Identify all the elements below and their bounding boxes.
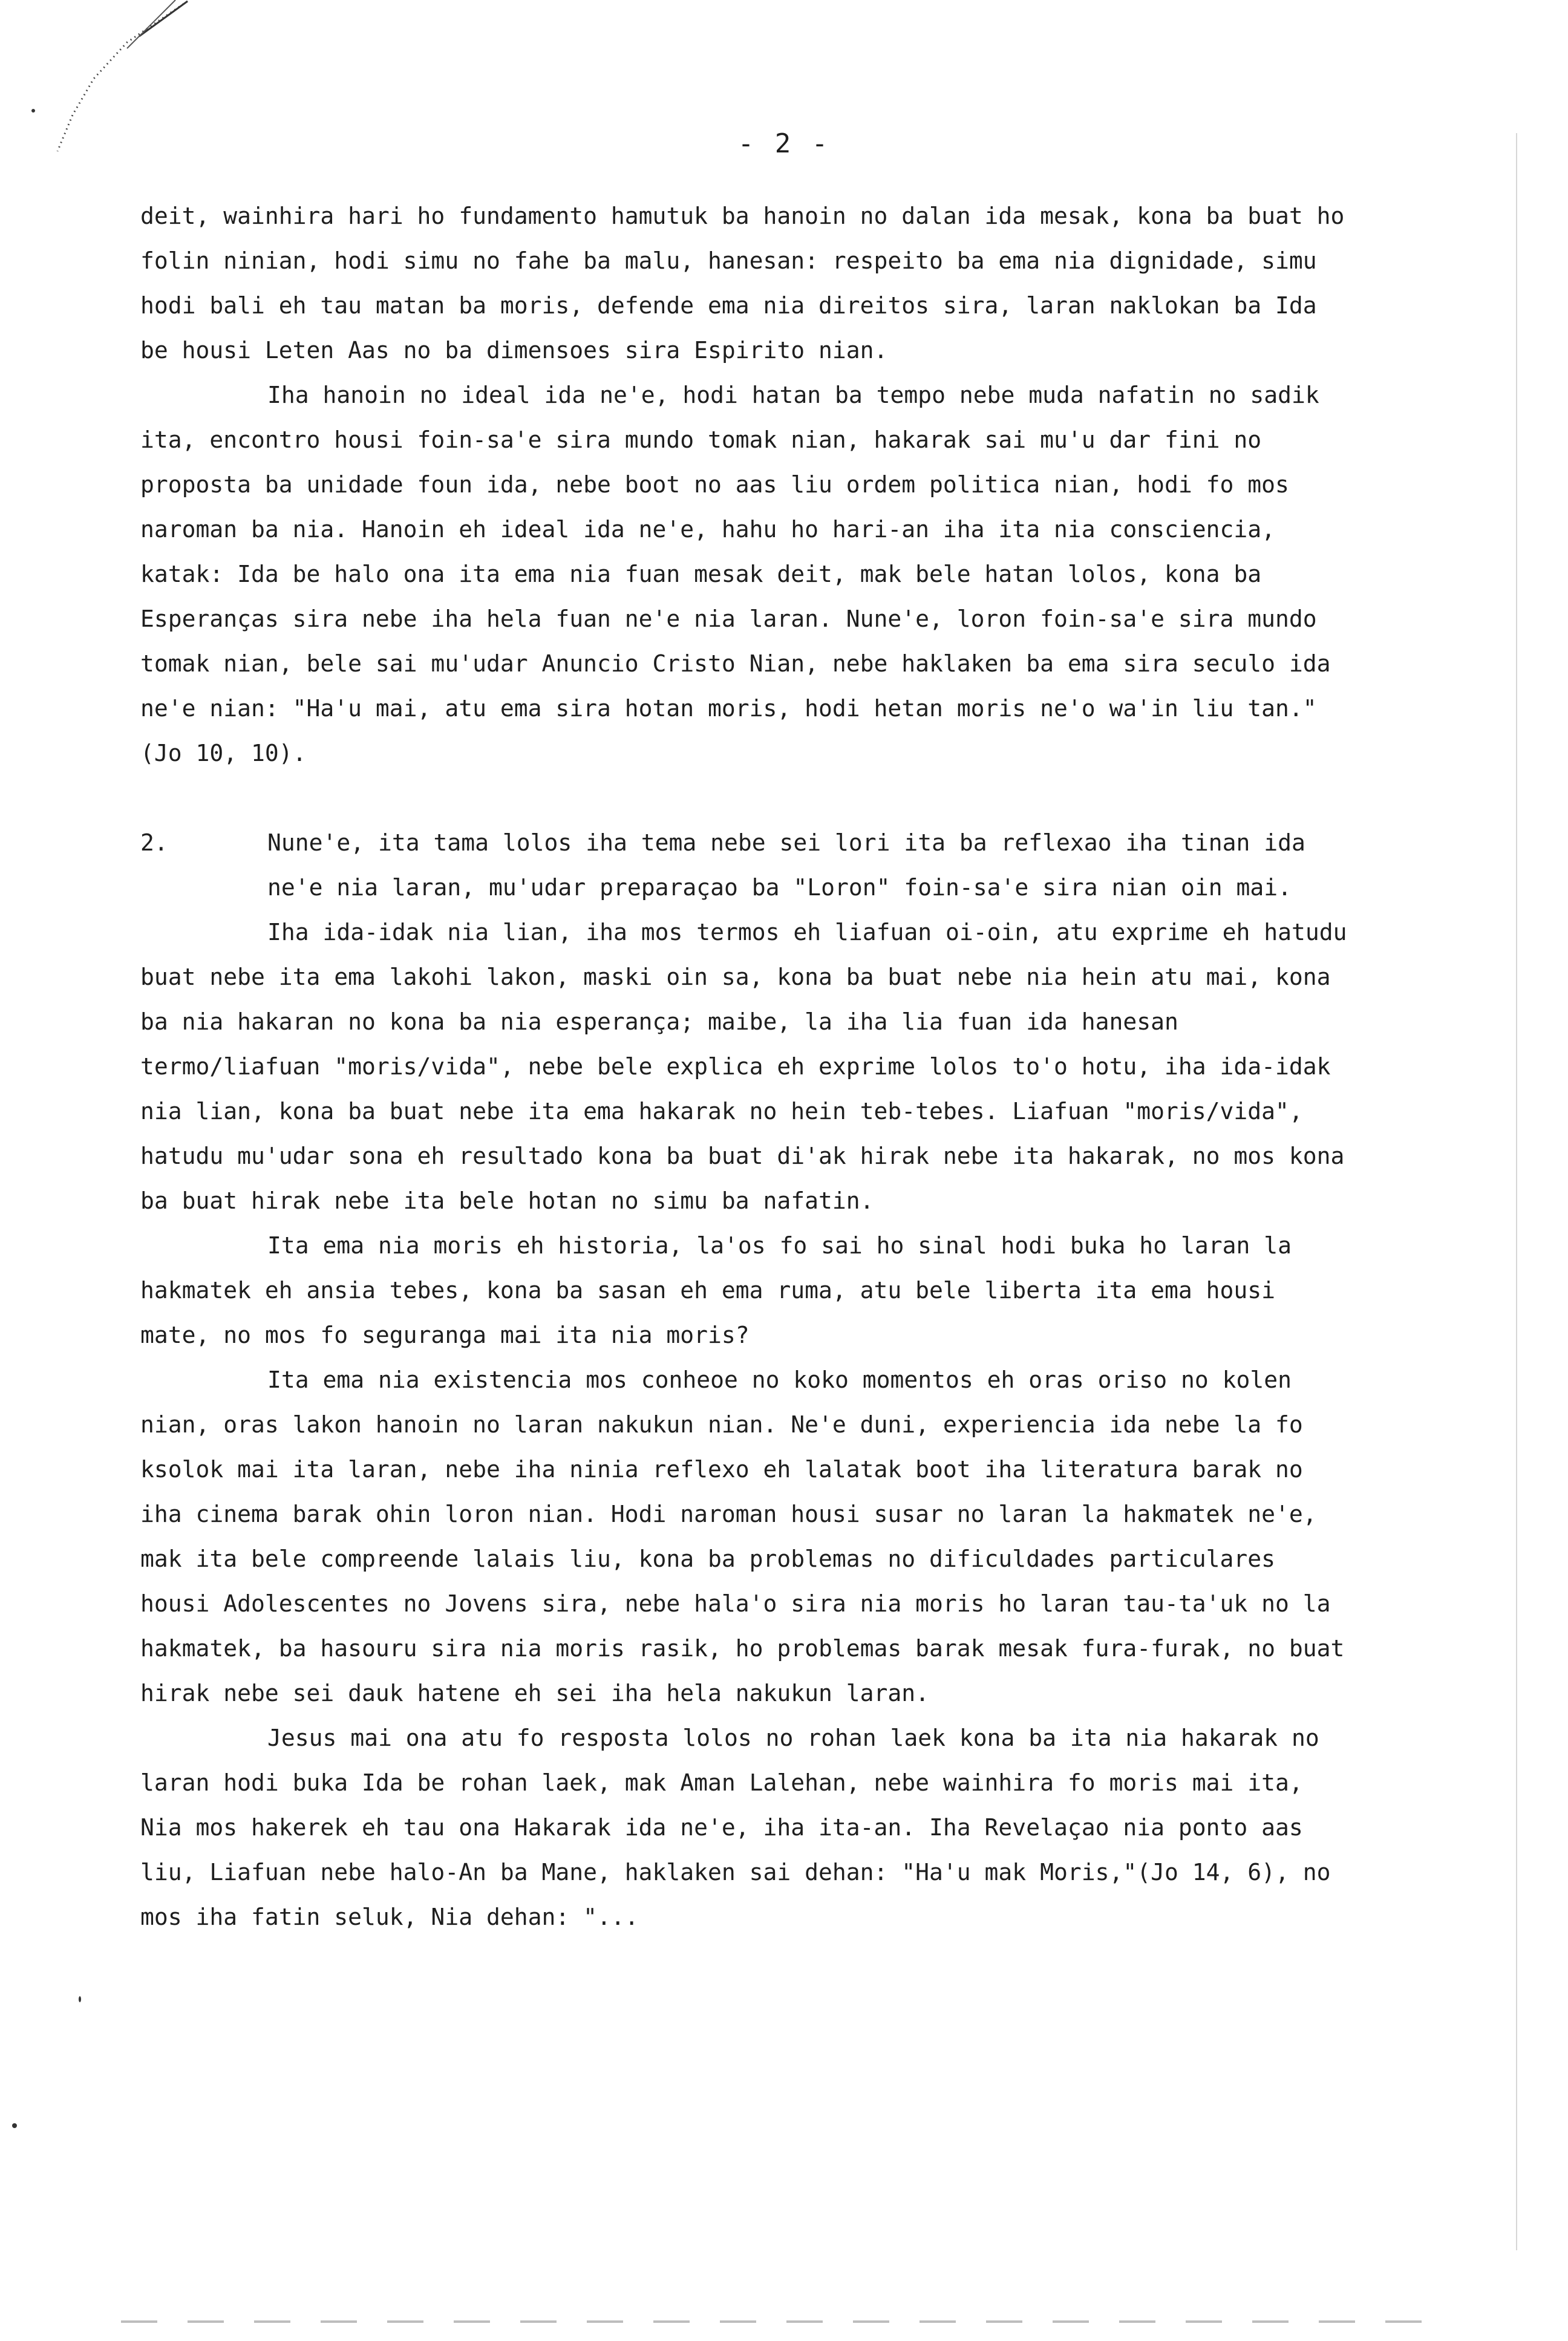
paragraph: Iha ida-idak nia lian, iha mos termos eh liafuan oi-oin, atu exprime eh hatudu buat nebe ita ema lakohi lakon, maski oin sa, kona ba buat nebe nia hein atu mai, kona ba nia hakaran no kona ba nia esperança; maibe, la iha lia fuan ida hanesan termo/liafuan "moris/vida", nebe bele explica eh exprime lolos to'o hotu, iha ida-idak nia lian, kona ba buat nebe ita ema hakarak no hein teb-tebes. Liafuan "moris/vida", hatudu mu'udar sona eh resultado kona ba buat di'ak hirak nebe ita hakarak, no mos kona ba buat hirak nebe ita bele hotan no simu ba nafatin. (140, 919, 1347, 1214)
paragraph: Ita ema nia moris eh historia, la'os fo sai ho sinal hodi buka ho laran la hakmatek eh ansia tebes, kona ba sasan eh ema ruma, atu bele liberta ita ema housi mate, no mos fo seguranga mai ita nia moris? (140, 1232, 1292, 1348)
speck-mark (31, 109, 35, 113)
paragraph: Iha hanoin no ideal ida ne'e, hodi hatan ba tempo nebe muda nafatin no sadik ita, encontro housi foin-sa'e sira mundo tomak nian, hakarak sai mu'u dar fini no proposta ba unidade foun ida, nebe boot no aas liu ordem politica nian, hodi fo mos naroman ba nia. Hanoin eh ideal ida ne'e, hahu ho hari-an iha ita nia consciencia, katak: Ida be halo ona ita ema nia fuan mesak deit, mak bele hatan lolos, kona ba Esperanças sira nebe iha hela fuan ne'e nia laran. Nune'e, loron foin-sa'e sira mundo tomak nian, bele sai mu'udar Anuncio Cristo Nian, nebe haklaken ba ema sira seculo ida ne'e nian: "Ha'u mai, atu ema sira hotan moris, hodi hetan moris ne'o wa'in liu tan."(Jo 10, 10). (140, 382, 1331, 766)
numbered-section (140, 820, 1350, 910)
page-number: - 2 - (737, 128, 831, 159)
right-margin-shadow (1516, 133, 1517, 2250)
speck-mark (12, 2123, 17, 2128)
bottom-scan-noise (121, 2320, 1452, 2323)
paragraph-continuation: deit, wainhira hari ho fundamento hamutuk ba hanoin no dalan ida mesak, kona ba buat ho folin ninian, hodi simu no fahe ba malu, hanesan: respeito ba ema nia dignidade, simu hodi bali eh tau matan ba moris, defende ema nia direitos sira, laran naklokan ba Ida be housi Leten Aas no ba dimensoes sira Espirito nian. (140, 203, 1345, 364)
body-text (140, 194, 1350, 1939)
paragraph: Jesus mai ona atu fo resposta lolos no rohan laek kona ba ita nia hakarak no laran hodi buka Ida be rohan laek, mak Aman Lalehan, nebe wainhira fo moris mai ita, Nia mos hakerek eh tau ona Hakarak ida ne'e, iha ita-an. Iha Revelaçao nia ponto aas liu, Liafuan nebe halo-An ba Mane, haklaken sai dehan: "Ha'u mak Moris,"(Jo 14, 6), no mos iha fatin seluk, Nia dehan: "... (140, 1725, 1331, 1930)
paragraph: Ita ema nia existencia mos conheoe no koko momentos eh oras oriso no kolen nian, oras lakon hanoin no laran nakukun nian. Ne'e duni, experiencia ida nebe la fo ksolok mai ita laran, nebe iha ninia reflexo eh lalatak boot iha literatura barak no iha cinema barak ohin loron nian. Hodi naroman housi susar no laran la hakmatek ne'e, mak ita bele compreende lalais liu, kona ba problemas no dificuldades particulares housi Adolescentes no Jovens sira, nebe hala'o sira nia moris ho laran tau-ta'uk no la hakmatek, ba hasouru sira nia moris rasik, ho problemas barak mesak fura-furak, no buat hirak nebe sei dauk hatene eh sei iha hela nakukun laran. (140, 1366, 1345, 1706)
section-number: 2. (140, 829, 168, 856)
speck-mark (79, 1996, 81, 2002)
section-text: Nune'e, ita tama lolos iha tema nebe sei lori ita ba reflexao iha tinan ida ne'e nia laran, mu'udar preparaçao ba "Loron" foin-sa'e sira nian oin mai. (267, 829, 1305, 901)
